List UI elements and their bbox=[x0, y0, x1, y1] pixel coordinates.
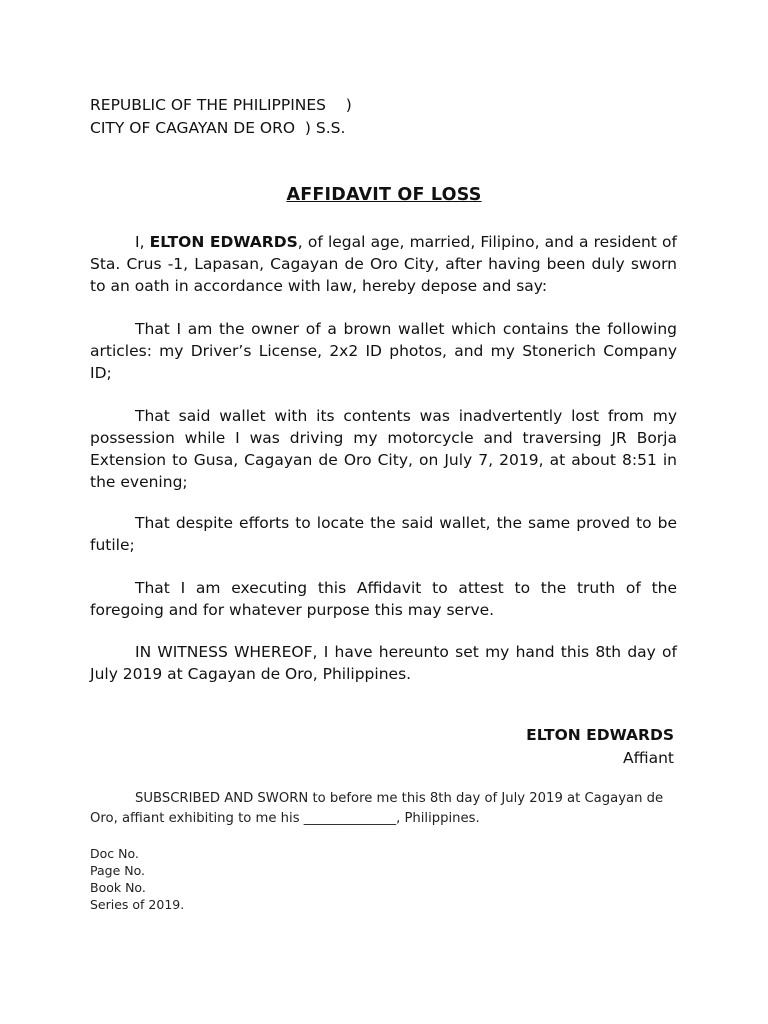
purpose-text: That I am executing this Affidavit to attest to the truth of the foregoing and for whatever purpose this may serve. bbox=[90, 579, 677, 619]
search-efforts-text: That despite efforts to locate the said wallet, the same proved to be futile; bbox=[90, 514, 677, 554]
ownership-text: That I am the owner of a brown wallet which contains the following articles: my Driver’s License, 2x2 ID photos, and my Stonerich Company ID; bbox=[90, 320, 677, 382]
signatory-role: Affiant bbox=[623, 749, 674, 767]
jurat-text: SUBSCRIBED AND SWORN to before me this 8th day of July 2019 at Cagayan de Oro, affiant exhibiting to me his ______________, Philippines. bbox=[90, 791, 664, 826]
intro-prefix: I, bbox=[135, 233, 150, 251]
loss-details-text: That said wallet with its contents was inadvertently lost from my possession while I was driving my motorcycle and traversing JR Borja Extension to Gusa, Cagayan de Oro City, on July 7, 2019, at about 8:51 in the evening; bbox=[90, 407, 677, 491]
venue-line-city: CITY OF CAGAYAN DE ORO ) S.S. bbox=[90, 119, 346, 137]
paragraph-loss-details bbox=[90, 405, 677, 493]
paragraph-affiant-intro bbox=[90, 231, 677, 297]
intro-text: , of legal age, married, Filipino, and a resident of Sta. Crus -1, Lapasan, Cagayan de Oro City, after having been duly sworn to an oath in accordance with law, hereby depose and say: bbox=[90, 233, 677, 295]
document-title: AFFIDAVIT OF LOSS bbox=[286, 185, 482, 205]
venue-header bbox=[90, 94, 352, 140]
signatory-name: ELTON EDWARDS bbox=[526, 726, 674, 744]
paragraph-purpose bbox=[90, 577, 677, 621]
paragraph-search-efforts bbox=[90, 512, 677, 556]
signature-block bbox=[526, 724, 674, 770]
paragraph-ownership bbox=[90, 318, 677, 384]
venue-line-republic: REPUBLIC OF THE PHILIPPINES ) bbox=[90, 96, 352, 114]
paragraph-witness bbox=[90, 641, 677, 685]
doc-number-label: Doc No. bbox=[90, 846, 139, 861]
series-label: Series of 2019. bbox=[90, 897, 185, 912]
notarial-register bbox=[90, 845, 184, 913]
page-number-label: Page No. bbox=[90, 863, 145, 878]
book-number-label: Book No. bbox=[90, 880, 146, 895]
jurat bbox=[90, 789, 677, 829]
witness-text: IN WITNESS WHEREOF, I have hereunto set my hand this 8th day of July 2019 at Cagayan de Oro, Philippines. bbox=[90, 643, 677, 683]
affiant-name-inline: ELTON EDWARDS bbox=[149, 233, 298, 251]
